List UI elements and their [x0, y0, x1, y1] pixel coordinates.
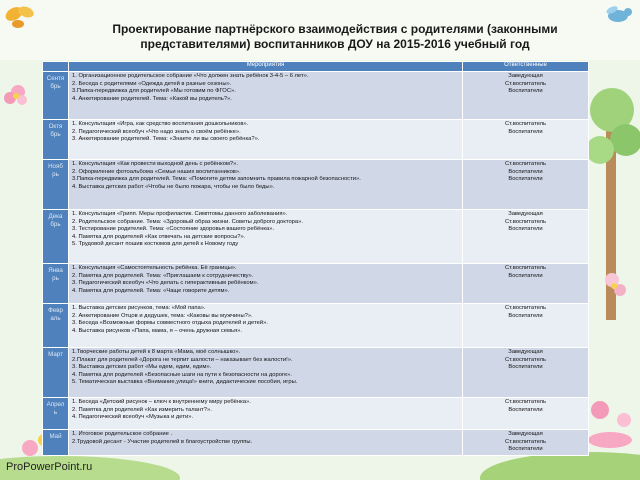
activity-item: 4. Выставка детских работ «Чтобы не было пожара, чтобы не было беды».	[72, 183, 275, 190]
responsible-person: Воспитатели	[508, 226, 543, 233]
responsible-person: Ст.воспитатель	[504, 356, 547, 363]
responsible-cell	[463, 264, 589, 304]
responsible-person: Воспитатели	[508, 128, 543, 135]
table-row	[43, 264, 589, 304]
responsible-person: Ст.воспитатель	[504, 161, 547, 167]
table-row	[43, 120, 589, 160]
column-header-activities: Мероприятия	[69, 62, 463, 72]
responsible-cell	[463, 348, 589, 398]
page-title	[80, 22, 590, 52]
activities-cell	[69, 348, 463, 398]
responsible-person: Воспитатели	[508, 272, 543, 279]
month-label: брь	[50, 131, 61, 138]
activity-item: 5. Тематическая выставка «Внимание,улица!» книги, дидактические пособия, игры.	[72, 379, 298, 386]
month-cell	[43, 160, 69, 210]
activity-item: 3.Папка-передвижка для родителей «Мы готовим по ФГОС».	[72, 88, 236, 95]
activity-item: 1. Консультация «Самостоятельность ребёнка. Её границы».	[72, 265, 237, 271]
activity-item: 2.Трудовой десант - Участие родителей в благоустройстве группы.	[72, 438, 253, 445]
month-label: Март	[48, 351, 63, 358]
activities-cell	[69, 160, 463, 210]
responsible-person: Воспитатели	[508, 364, 543, 371]
activity-item: 3. Беседа «Возможные формы совместного отдыха родителей и детей».	[72, 320, 268, 327]
activity-item: 1. Организационное родительское собрание «Что должен знать ребёнок 3-4-5 – 6 лет».	[72, 73, 309, 79]
activity-item: 2. Педагогический всеобуч «Что надо знать о своём ребёнке».	[72, 128, 241, 135]
month-label: Дека	[48, 213, 63, 220]
activity-item: 2. Оформление фотоальбома «Семьи наших воспитанников».	[72, 168, 241, 175]
table-row	[43, 160, 589, 210]
responsible-cell	[463, 160, 589, 210]
activity-item: 4. Памятка для родителей «Как отвечать на детские вопросы?».	[72, 233, 246, 240]
activity-item: 2. Беседа с родителями «Одежда детей в разные сезоны».	[72, 80, 232, 87]
table-row	[43, 210, 589, 264]
responsible-person: Ст.воспитатель	[504, 80, 547, 87]
month-label: Февр	[48, 307, 63, 314]
activities-cell	[69, 210, 463, 264]
activity-item: 3. Тестирование родителей. Тема: «Состояние здоровья вашего ребёнка».	[72, 226, 275, 233]
title-line: представителями) воспитанников ДОУ на 2015-2016 учебный год	[140, 37, 530, 51]
month-cell	[43, 430, 69, 456]
activity-item: 3. Педагогический всеобуч «Что делать с гиперактивным ребёнком».	[72, 280, 259, 287]
month-label: Нояб	[48, 163, 63, 170]
responsible-person: Ст.воспитатель	[504, 265, 547, 271]
responsible-person: Заведующая	[508, 431, 543, 437]
month-label: Май	[49, 433, 62, 440]
activity-item: 2. Памятка для родителей. Тема: «Приглашаем к сотрудничеству».	[72, 272, 254, 279]
activity-item: 3.Папка-передвижка для родителей. Тема: «Помогите детям запомнить правила пожарной безопасности».	[72, 176, 361, 183]
activity-item: 1. Беседа «Детский рисунок – ключ к внутреннему миру ребёнка».	[72, 399, 251, 405]
month-label: Октя	[48, 123, 63, 130]
activity-item: 4. Анкетирование родителей. Тема: «Какой вы родитель?».	[72, 95, 232, 102]
month-label: рь	[52, 275, 59, 282]
table-row	[43, 348, 589, 398]
activity-item: 1. Консультация «Как провести выходной день с ребёнком?».	[72, 161, 238, 167]
table-row	[43, 398, 589, 430]
responsible-cell	[463, 430, 589, 456]
activity-item: 1. Выставка детских рисунков, тема: «Мой папа».	[72, 305, 206, 311]
responsible-person: Воспитатели	[508, 446, 543, 453]
activities-cell	[69, 430, 463, 456]
responsible-person: Заведующая	[508, 211, 543, 217]
activity-item: 3. Выставка детских работ «Мы едем, едим, едим».	[72, 364, 212, 371]
responsible-person: Воспитатели	[508, 88, 543, 95]
activities-table	[42, 61, 589, 456]
responsible-person: Воспитатели	[508, 176, 543, 183]
month-label: брь	[50, 83, 61, 90]
activity-item: 4. Выставка рисунков «Папа, мама, я – очень дружная семья».	[72, 327, 242, 334]
table-header-row	[43, 62, 589, 72]
month-label: Сентя	[46, 75, 65, 82]
activity-item: 1. Итоговое родительское собрание .	[72, 431, 173, 437]
month-label: аль	[50, 315, 61, 322]
activities-cell	[69, 120, 463, 160]
month-cell	[43, 348, 69, 398]
table-row	[43, 72, 589, 120]
month-cell	[43, 72, 69, 120]
activity-item: 2. Памятка для родителей «Как измерить талант?».	[72, 406, 212, 413]
month-cell	[43, 264, 69, 304]
activities-cell	[69, 264, 463, 304]
responsible-person: Воспитатели	[508, 312, 543, 319]
column-header-responsible: Ответственные	[463, 62, 589, 72]
column-header-month	[43, 62, 69, 72]
month-cell	[43, 398, 69, 430]
responsible-person: Заведующая	[508, 349, 543, 355]
activities-cell	[69, 72, 463, 120]
activity-item: 4. Педагогический всеобуч «Музыка и дети».	[72, 414, 194, 421]
activity-item: 1. Консультация «Игра, как средство воспитания дошкольников».	[72, 121, 249, 127]
month-cell	[43, 304, 69, 348]
responsible-person: Ст.воспитатель	[504, 121, 547, 127]
responsible-person: Заведующая	[508, 73, 543, 79]
activity-item: 2. Родительское собрание. Тема: «Здоровый образ жизни. Советы доброго доктора».	[72, 218, 303, 225]
responsible-cell	[463, 210, 589, 264]
month-label: ь	[53, 409, 58, 416]
activity-item: 4. Памятка для родителей «Безопасные шаги на пути к безопасности на дороге».	[72, 371, 293, 378]
activity-item: 4. Памятка для родителей. Тема: «Чаще говорите детям».	[72, 287, 230, 294]
responsible-cell	[463, 120, 589, 160]
responsible-person: Воспитатели	[508, 168, 543, 175]
responsible-cell	[463, 72, 589, 120]
activity-item: 2. Анкетирование Отцов и дедушек, тема: «Каковы вы мужчины?».	[72, 312, 253, 319]
responsible-person: Ст.воспитатель	[504, 305, 547, 311]
table-row	[43, 430, 589, 456]
responsible-person: Ст.воспитатель	[504, 218, 547, 225]
responsible-cell	[463, 398, 589, 430]
responsible-cell	[463, 304, 589, 348]
month-label: Апрел	[46, 401, 65, 408]
activity-item: 5. Трудовой десант пошив костюмов для детей к Новому году	[72, 241, 239, 248]
activities-cell	[69, 304, 463, 348]
activity-item: 1. Консультация «Грипп. Меры профилактик. Симптомы данного заболевания».	[72, 211, 288, 217]
activity-item: 2.Плакат для родителей «Дорога не терпит шалости – наказывает без жалости!».	[72, 356, 293, 363]
month-label: рь	[52, 171, 59, 178]
responsible-person: Воспитатели	[508, 406, 543, 413]
responsible-person: Ст.воспитатель	[504, 399, 547, 405]
activity-item: 3. Анкетирование родителей. Тема: «Знаете ли вы своего ребёнка?».	[72, 136, 260, 143]
table-row	[43, 304, 589, 348]
month-label: Янва	[48, 267, 63, 274]
footer-watermark: ProPowerPoint.ru	[6, 461, 93, 473]
month-label: брь	[50, 221, 61, 228]
month-cell	[43, 210, 69, 264]
month-cell	[43, 120, 69, 160]
activities-cell	[69, 398, 463, 430]
activity-item: 1.Творческие работы детей к 8 марта «Мама, моё солнышко».	[72, 349, 241, 355]
responsible-person: Ст.воспитатель	[504, 438, 547, 445]
title-line: Проектирование партнёрского взаимодействия с родителями (законными	[112, 22, 558, 36]
